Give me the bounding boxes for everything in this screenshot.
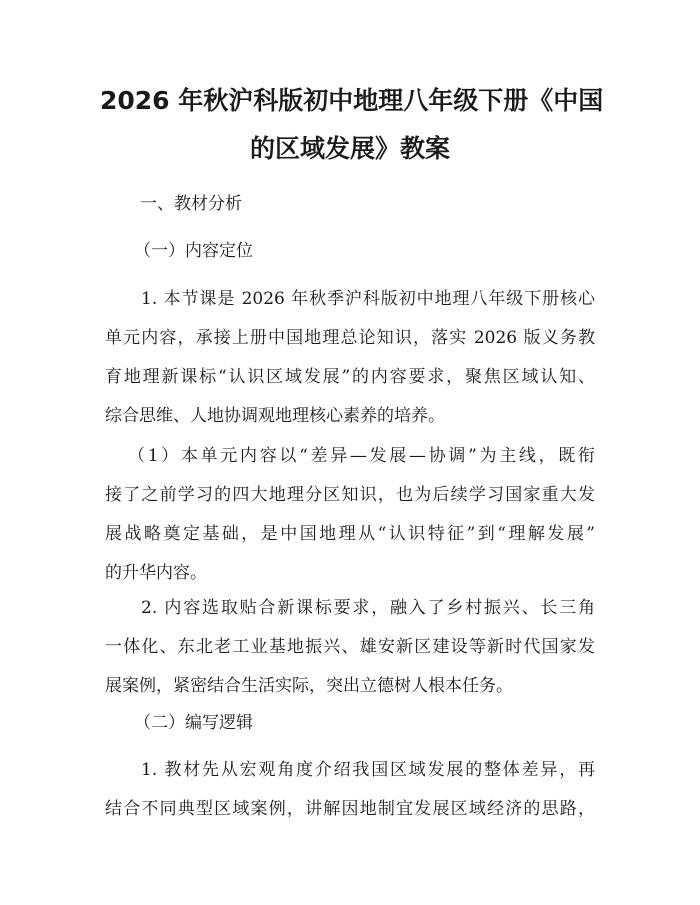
paragraph-3-line-2: 一体化、东北老工业基地振兴、雄安新区建设等新时代国家发: [105, 637, 595, 657]
paragraph-4-line-2: 结合不同典型区域案例，讲解因地制宜发展区域经济的思路，: [105, 799, 595, 819]
section-heading-textbook-analysis: 一、教材分析: [140, 194, 242, 214]
paragraph-1-line-4: 综合思维、人地协调观地理核心素养的培养。: [105, 406, 445, 426]
document-title-line-1: 2026 年秋沪科版初中地理八年级下册《中国: [100, 86, 604, 115]
paragraph-2-line-3: 展战略奠定基础，是中国地理从“认识特征”到“理解发展”: [105, 524, 595, 544]
paragraph-4: [105, 760, 595, 838]
paragraph-2-line-4: 的升华内容。: [105, 563, 207, 583]
paragraph-2-line-2: 接了之前学习的四大地理分区知识，也为后续学习国家重大发: [105, 485, 595, 505]
paragraph-3: [105, 598, 595, 715]
paragraph-2-line-1: （1）本单元内容以“差异—发展—协调”为主线，既衔: [128, 446, 595, 466]
paragraph-4-line-1: 1. 教材先从宏观角度介绍我国区域发展的整体差异，再: [141, 760, 595, 780]
paragraph-3-line-3: 展案例，紧密结合生活实际，突出立德树人根本任务。: [105, 676, 513, 696]
paragraph-1-line-1: 1. 本节课是 2026 年秋季沪科版初中地理八年级下册核心: [141, 289, 595, 309]
document-title-line-2: 的区域发展》教案: [249, 134, 450, 163]
subsection-heading-writing-logic: （二）编写逻辑: [134, 713, 253, 733]
paragraph-3-line-1: 2. 内容选取贴合新课标要求，融入了乡村振兴、长三角: [141, 598, 595, 618]
paragraph-1-line-3: 育地理新课标“认识区域发展”的内容要求，聚焦区域认知、: [105, 367, 595, 387]
subsection-heading-content-positioning: （一）内容定位: [134, 241, 253, 261]
paragraph-1: [105, 289, 595, 445]
paragraph-2: [105, 446, 595, 602]
paragraph-1-line-2: 单元内容，承接上册中国地理总论知识，落实 2026 版义务教: [105, 328, 595, 348]
